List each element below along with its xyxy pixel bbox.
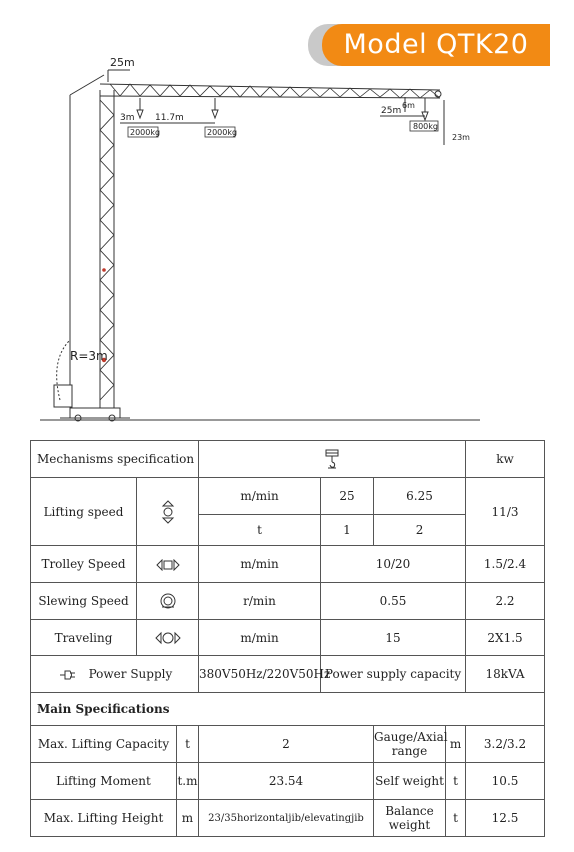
lifting-speed-625: 6.25 [374, 478, 466, 515]
slewing-kw: 2.2 [466, 583, 545, 620]
mechanisms-title: Mechanisms specification [31, 441, 199, 478]
traveling-kw: 2X1.5 [466, 620, 545, 656]
spec-value: 23.54 [199, 763, 374, 800]
kw-header: kw [466, 441, 545, 478]
spec-value: 2 [199, 726, 374, 763]
lifting-kw: 11/3 [466, 478, 545, 546]
lifting-load-1: 1 [321, 515, 374, 546]
spec-label: Max. Lifting Height [31, 800, 177, 837]
spec-unit: m [177, 800, 199, 837]
spec-value-2: 3.2/3.2 [466, 726, 545, 763]
trolley-unit: m/min [199, 546, 321, 583]
slewing-unit: r/min [199, 583, 321, 620]
spec-unit-2: t [446, 763, 466, 800]
spec-label: Lifting Moment [31, 763, 177, 800]
hoist-icon [324, 449, 340, 469]
dim-23m: 23m [452, 133, 470, 142]
power-voltage: 380V50Hz/220V50Hz [199, 656, 321, 693]
spec-label-2: Balance weight [374, 800, 446, 837]
spec-label-2: Self weight [374, 763, 446, 800]
spec-label: Max. Lifting Capacity [31, 726, 177, 763]
dim-25m-right: 25m [381, 106, 402, 116]
slewing-speed-label: Slewing Speed [31, 583, 137, 620]
traveling-label: Traveling [31, 620, 137, 656]
hoist-icon-cell [199, 441, 466, 478]
traveling-icon-cell [137, 620, 199, 656]
dim-3m: 3m [120, 113, 135, 123]
counterweight [54, 385, 72, 407]
traveling-icon [155, 631, 181, 645]
trolley-speed-icon [156, 559, 180, 571]
dim-11-7m: 11.7m [155, 113, 184, 123]
spec-unit: t.m [177, 763, 199, 800]
spec-table [30, 440, 545, 837]
spec-label-2: Gauge/Axial range [374, 726, 446, 763]
main-specs-title: Main Specifications [31, 693, 545, 726]
load-label-3: 800kg [413, 122, 438, 131]
table-row [31, 800, 545, 837]
dim-6m: 6m [402, 101, 415, 110]
power-supply-label: Power Supply [88, 667, 173, 681]
lifting-load-2: 2 [374, 515, 466, 546]
trolley-icon-cell [137, 546, 199, 583]
table-row [31, 726, 545, 763]
model-title: Model QTK20 [322, 24, 550, 66]
slewing-value: 0.55 [321, 583, 466, 620]
crane-base [70, 408, 120, 418]
lifting-speed-icon-cell [137, 478, 199, 546]
spec-value: 23/35horizontaljib/elevatingjib [199, 800, 374, 837]
slewing-speed-icon [159, 592, 177, 610]
power-capacity-label: Power supply capacity [321, 656, 466, 693]
spec-value-2: 10.5 [466, 763, 545, 800]
trolley-value: 10/20 [321, 546, 466, 583]
spec-unit-2: m [446, 726, 466, 763]
lifting-unit-t: t [199, 515, 321, 546]
jib-bottom-chord [100, 96, 440, 98]
lifting-speed-label: Lifting speed [31, 478, 137, 546]
spec-value-2: 12.5 [466, 800, 545, 837]
spec-unit: t [177, 726, 199, 763]
trolley-kw: 1.5/2.4 [466, 546, 545, 583]
plug-icon [57, 669, 77, 681]
lifting-speed-25: 25 [321, 478, 374, 515]
dim-25m-top: 25m [110, 56, 135, 69]
load-label-1: 2000kg [130, 128, 161, 137]
load-label-2: 2000kg [207, 128, 238, 137]
lifting-speed-icon [161, 500, 175, 524]
power-supply-cell [31, 656, 199, 693]
lifting-unit-mmin: m/min [199, 478, 321, 515]
traveling-value: 15 [321, 620, 466, 656]
trolley-speed-label: Trolley Speed [31, 546, 137, 583]
radius-label: R=3m [70, 349, 108, 363]
slewing-icon-cell [137, 583, 199, 620]
traveling-unit: m/min [199, 620, 321, 656]
spec-unit-2: t [446, 800, 466, 837]
power-capacity: 18kVA [466, 656, 545, 693]
table-row [31, 763, 545, 800]
